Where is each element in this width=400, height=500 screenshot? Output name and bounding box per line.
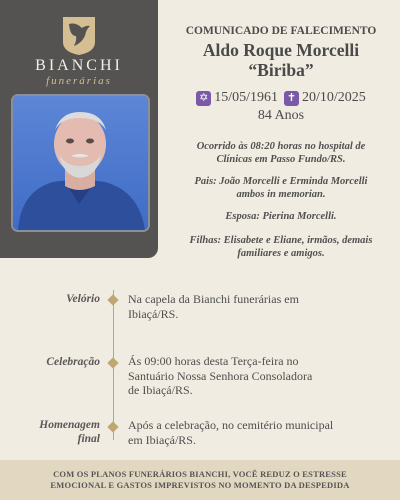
occurred-line: Ocorrido às 08:20 horas no hospital de: [196, 141, 366, 152]
footer-text: [10, 469, 390, 491]
footer-banner: [0, 460, 400, 500]
occurred-info: [170, 140, 392, 166]
timeline-label-text: final: [77, 433, 100, 445]
timeline-text-line: Ás 09:00 horas desta Terça-feira no: [128, 354, 299, 368]
timeline-text-line: de Ibiaçá/RS.: [128, 383, 193, 397]
deceased-name: Aldo Roque Morcelli: [202, 40, 360, 60]
timeline-label-wake: [10, 292, 100, 306]
brand-panel: [0, 0, 158, 258]
timeline-text-line: Ibiaçá/RS.: [128, 306, 179, 321]
death-date: 20/10/2025: [302, 90, 366, 105]
footer-line: COM OS PLANOS FUNERÁRIOS BIANCHI, VOCÊ REDUZ O ESTRESSE: [53, 469, 347, 479]
age: 84 Anos: [257, 108, 305, 123]
parents-line: ambos in memorian.: [236, 189, 326, 200]
deceased-portrait: [11, 94, 150, 232]
parents-line: Pais: João Morcelli e Erminda Morcelli: [194, 176, 368, 187]
timeline-text-tribute: [128, 418, 390, 447]
footer-line: EMOCIONAL E GASTOS IMPREVISTOS NO MOMENTO DA DESPEDIDA: [50, 480, 350, 490]
timeline-text-celebration: [128, 354, 390, 398]
parents-info: [170, 175, 392, 201]
brand-name: BIANCHI: [35, 57, 123, 74]
timeline-text-line: Após a celebração, no cemitério municipal: [128, 418, 334, 432]
children-line: Filhas: Elisabete e Eliane, irmãos, demais: [189, 235, 373, 246]
timeline-label-text: Celebração: [46, 356, 100, 368]
cross-icon: ✝: [284, 91, 299, 106]
brand-subtitle: funerárias: [46, 75, 112, 87]
timeline-text-line: Santuário Nossa Senhora Consoladora: [128, 368, 313, 383]
notice-label: COMUNICADO DE FALECIMENTO: [185, 25, 377, 37]
deceased-nickname: “Biriba”: [248, 60, 314, 80]
timeline-label-celebration: [10, 355, 100, 369]
timeline-label-text: Velório: [66, 293, 100, 305]
dates-row: [168, 90, 394, 106]
children-info: [170, 234, 392, 260]
occurred-line: Clínicas em Passo Fundo/RS.: [216, 154, 346, 165]
timeline-label-tribute: [10, 418, 100, 446]
star-of-david-icon: ✡: [196, 91, 211, 106]
spouse-info: Esposa: Pierina Morcelli.: [225, 211, 337, 222]
timeline-text-line: Na capela da Bianchi funerárias em: [128, 292, 299, 306]
dove-logo-icon: [60, 14, 98, 56]
timeline-dot: [107, 421, 118, 432]
birth-date: 15/05/1961: [214, 90, 278, 105]
timeline-dot: [107, 357, 118, 368]
timeline-text-wake: [128, 292, 390, 321]
timeline-text-line: em Ibiaçá/RS.: [128, 432, 196, 447]
children-line: familiares e amigos.: [237, 248, 325, 259]
timeline-label-text: Homenagem: [39, 419, 100, 431]
timeline-dot: [107, 294, 118, 305]
